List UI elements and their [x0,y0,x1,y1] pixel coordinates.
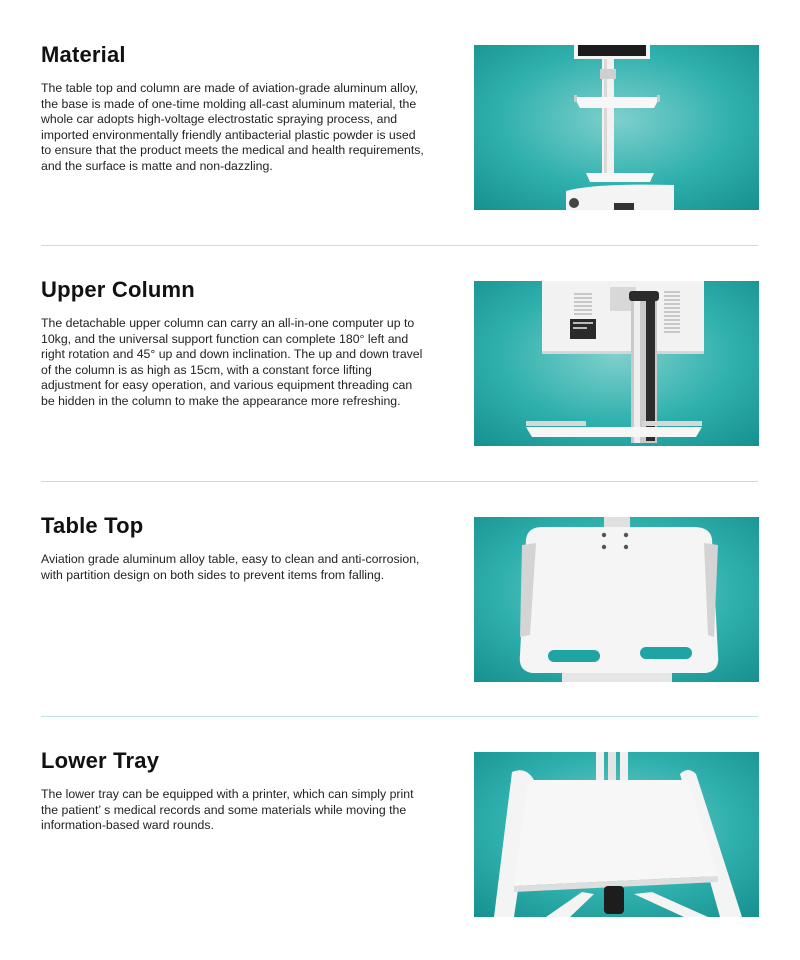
section-title: Lower Tray [41,748,160,773]
product-photo-lower-tray [474,752,759,917]
section-description: The detachable upper column can carry an all-in-one computer up to 10kg, and the universal support function can complete 180° left and right rotation and 45° up and down inclination. The up and down travel of the column is as high as 15cm, with a constant force lifting adjustment for easy operation, and various equipment threading can be hidden in the column to make the appearance more refreshing. [41,316,423,408]
section-divider [41,245,758,246]
section-divider [41,481,758,482]
section-description: The table top and column are made of aviation-grade aluminum alloy, the base is made of one-time molding all-cast aluminum material, the whole car adopts high-voltage electrostatic spraying process, and imported environmentally friendly antibacterial plastic powder is used to ensure that the product meets the medical and health requirements, and the surface is matte and non-dazzling. [41,81,424,173]
product-photo-material [474,45,759,210]
section-title: Upper Column [41,277,195,302]
section-title: Material [41,42,126,67]
section-description: The lower tray can be equipped with a printer, which can simply print the patient’ s medical records and some materials while moving the information-based ward rounds. [41,787,414,832]
product-photo-table-top [474,517,759,682]
product-photo-upper-column [474,281,759,446]
section-divider [41,716,758,717]
section-title: Table Top [41,513,144,538]
section-description: Aviation grade aluminum alloy table, easy to clean and anti-corrosion, with partition design on both sides to prevent items from falling. [41,552,420,582]
